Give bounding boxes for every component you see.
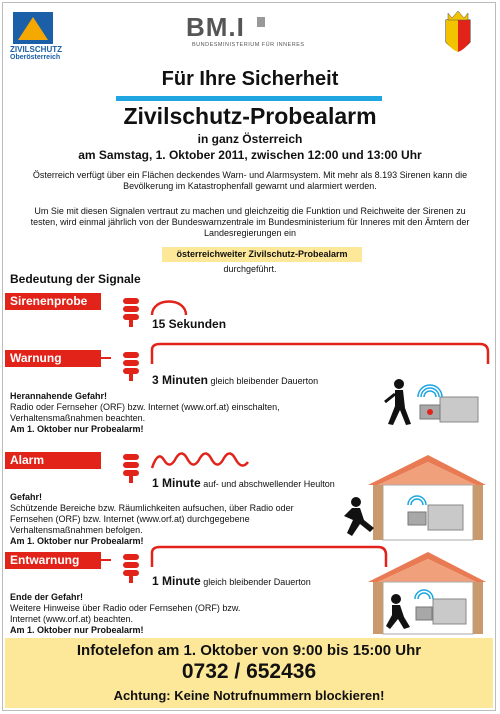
footer-line1: Infotelefon am 1. Oktober von 9:00 bis 15:00 Uhr [76, 642, 422, 659]
entwarnung-text-title: Ende der Gefahr! [10, 592, 84, 602]
siren-icon [120, 350, 142, 382]
footer-line3: Achtung: Keine Notrufnummern blockieren! [113, 688, 385, 703]
signals-heading: Bedeutung der Signale [10, 272, 141, 286]
signal-duration-alarm-value: 1 Minute [152, 476, 201, 490]
signal-duration-sirenenprobe: 15 Sekunden [152, 317, 227, 331]
intro-paragraph-1: Österreich verfügt über ein Flächen deckendes Warn- und Alarmsystem. Mit mehr als 8.193 Sirenen kann die Bevölkerung im Katastrophenfall gewarnt und alarmiert werden. [32, 170, 468, 191]
zivilschutz-logo-line2: Oberösterreich [10, 54, 61, 61]
intro-paragraph-3: durchgeführt. [223, 264, 277, 274]
signal-label-sirenenprobe: Sirenenprobe [5, 293, 101, 310]
upper-austria-crest-icon [440, 10, 476, 58]
signal-detail-entwarnung: gleich bleibender Dauerton [203, 577, 311, 587]
title-blue-underline [116, 96, 382, 101]
signal-label-alarm: Alarm [5, 452, 101, 469]
zivilschutz-triangle-icon [13, 12, 53, 44]
page-title: Zivilschutz-Probealarm [123, 103, 377, 129]
bmi-logo [186, 12, 326, 52]
title-scope: in ganz Österreich [197, 132, 303, 146]
signal-duration-warnung [152, 373, 318, 387]
footer-phone[interactable]: 0732 / 652436 [181, 660, 317, 683]
warnung-text-note: Am 1. Oktober nur Probealarm! [10, 424, 144, 434]
signal-curve-sirenenprobe [150, 295, 190, 317]
intro-highlight: österreichweiter Zivilschutz-Probealarm [162, 247, 362, 262]
eagle-icon [256, 16, 266, 28]
signal-detail-alarm: auf- und abschwellender Heulton [203, 479, 335, 489]
title-date: am Samstag, 1. Oktober 2011, zwischen 12:00 und 13:00 Uhr [78, 148, 422, 162]
intro-paragraph-2: Um Sie mit diesen Signalen vertraut zu machen und gleichzeitig die Funktion und Reichweite der Sirenen zu testen, wird einmal jährlich von der Bundeswarnzentrale im Bundesministerium für Inneres mit den Ämtern der Landesregierungen ein [30, 206, 470, 238]
signal-curve-warnung [150, 342, 492, 366]
title-kicker: Für Ihre Sicherheit [161, 68, 339, 90]
siren-icon [120, 452, 142, 484]
alarm-text-note: Am 1. Oktober nur Probealarm! [10, 536, 144, 546]
warnung-text-title: Herannahende Gefahr! [10, 391, 108, 401]
entwarnung-text-note: Am 1. Oktober nur Probealarm! [10, 625, 144, 635]
signal-duration-alarm [152, 476, 335, 490]
signal-label-warnung: Warnung [5, 350, 101, 367]
alarm-text-title: Gefahr! [10, 492, 43, 502]
zivilschutz-logo-line1: ZIVILSCHUTZ [10, 45, 62, 54]
signal-duration-entwarnung [152, 574, 311, 588]
bmi-logo-text: BM.I [186, 12, 245, 42]
siren-icon [120, 552, 142, 584]
house-safe-illustration [338, 547, 488, 637]
signal-duration-entwarnung-value: 1 Minute [152, 574, 201, 588]
siren-icon [120, 296, 142, 328]
bmi-subtitle: BUNDESMINISTERIUM FÜR INNERES [192, 42, 305, 48]
zivilschutz-logo [10, 12, 80, 67]
signal-detail-warnung: gleich bleibender Dauerton [210, 376, 319, 386]
signal-curve-alarm [150, 448, 260, 472]
signal-duration-warnung-value: 3 Minuten [152, 373, 208, 387]
signal-label-entwarnung: Entwarnung [5, 552, 101, 569]
entwarnung-divider-line [101, 559, 111, 561]
warnung-text-body: Radio oder Fernseher (ORF) bzw. Internet (www.orf.at) einschalten, Verhaltensmaßnahmen beachten. [10, 402, 280, 423]
person-radio-illustration [375, 372, 485, 432]
house-shelter-illustration [338, 450, 488, 545]
warnung-divider-line [101, 357, 111, 359]
alarm-text-body: Schützende Bereiche bzw. Räumlichkeiten aufsuchen, über Radio oder Fernsehen (ORF) bzw. Internet (www.orf.at) durchgegebene Verhaltensmaßnahmen befolgen. [10, 503, 294, 535]
entwarnung-text-body: Weitere Hinweise über Radio oder Fernsehen (ORF) bzw. Internet (www.orf.at) beachten. [10, 603, 241, 624]
